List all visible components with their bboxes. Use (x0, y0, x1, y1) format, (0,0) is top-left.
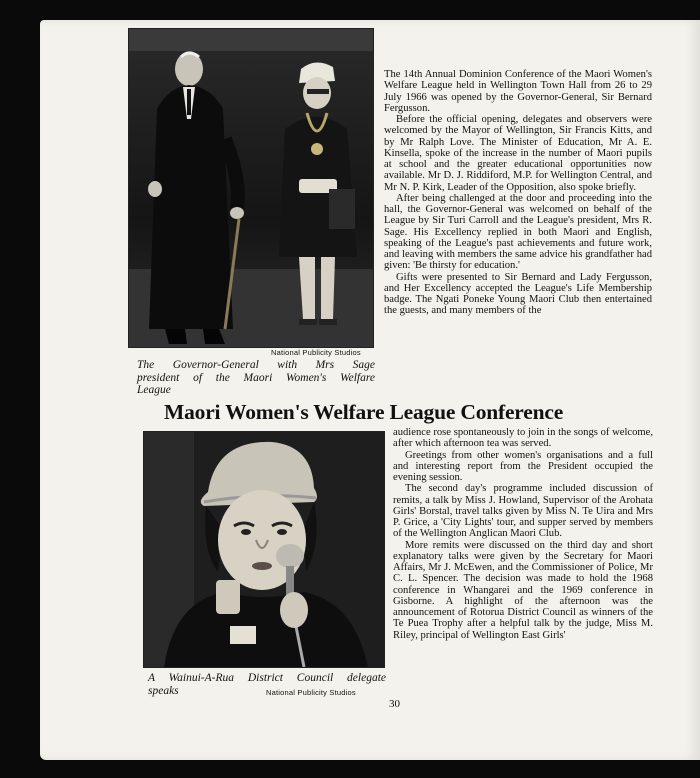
caption-top-line: president of the Maori Women's Welfare (137, 371, 375, 384)
paragraph: The 14th Annual Dominion Conference of the Maori Women's Welfare League held in Wellington Town Hall from 26 to 29 July 1966 was opened by the Governor-General, Sir Bernard Fergusson. (384, 69, 652, 114)
article-column-top (384, 69, 652, 317)
paragraph: Gifts were presented to Sir Bernard and Lady Fergusson, and Her Excellency accepted the League's Life Membership badge. The Ngati Poneke Young Maori Club then entertained the guests, and many members of the (384, 271, 652, 317)
paragraph: More remits were discussed on the third day and short explanatory talks were given by the Secretary for Maori Affairs, Mr J. McEwen, and the Commissioner of Police, Mr C. L. Spencer. The decision was made to hold the 1968 conference in Whangarei and the 1969 conference in Gisborne. A highlight of the afternoon was the announcement of Rotorua District Council as winners of the Te Puea Trophy after a helpful talk by the judge, Miss M. Riley, principal of Wellington East Girls' (393, 539, 653, 641)
paragraph: The second day's programme included discussion of remits, a talk by Miss J. Howland, Supervisor of the Arohata Girls' Borstal, travel talks given by Miss N. Te Uira and Mrs P. Grice, a 'City Lights' tour, and supper served by members of the Wellington Anglican Maori Club. (393, 483, 653, 540)
caption-bottom-line: A Wainui-A-Rua District Council delegate (148, 672, 386, 684)
photo-governor-general (128, 28, 374, 348)
paragraph: After being challenged at the door and proceeding into the hall, the Governor-General was welcomed on behalf of the League by Sir Turi Carroll and the League's president, Mrs R. Sage. His Excellency replied in both Maori and English, speaking of the League's past achievements and future work, and leaving with members the same advice his grandfather had given: 'Be thirsty for education.' (384, 192, 652, 272)
paragraph: Greetings from other women's organisations and a full and interesting report from the President occupied the evening session. (393, 449, 653, 483)
photo-delegate-speaking (143, 431, 385, 668)
paragraph: Before the official opening, delegates and observers were welcomed by the Mayor of Wellington, Sir Francis Kitts, and by Mr Ralph Love. The Minister of Education, Mr A. E. Kinsella, spoke of the increase in the number of Maori pupils at school and the greater educational opportunities now available. Mr D. J. Riddiford, M.P. for Wellington Central, and Mr N. P. Kirk, Leader of the Opposition, also spoke briefly. (384, 114, 652, 193)
caption-top (137, 359, 375, 397)
article-column-bottom (393, 427, 653, 641)
caption-bottom-line: speaks (148, 684, 179, 697)
photo-credit-top: National Publicity Studios (271, 348, 361, 357)
page-title: Maori Women's Welfare League Conference (164, 400, 564, 424)
caption-top-line: The Governor-General with Mrs Sage (137, 359, 375, 371)
page-number: 30 (389, 698, 400, 710)
photo-credit-bottom: National Publicity Studios (266, 688, 356, 697)
caption-top-line: League (137, 384, 171, 396)
paragraph: audience rose spontaneously to join in the songs of welcome, after which afternoon tea was served. (393, 427, 653, 450)
